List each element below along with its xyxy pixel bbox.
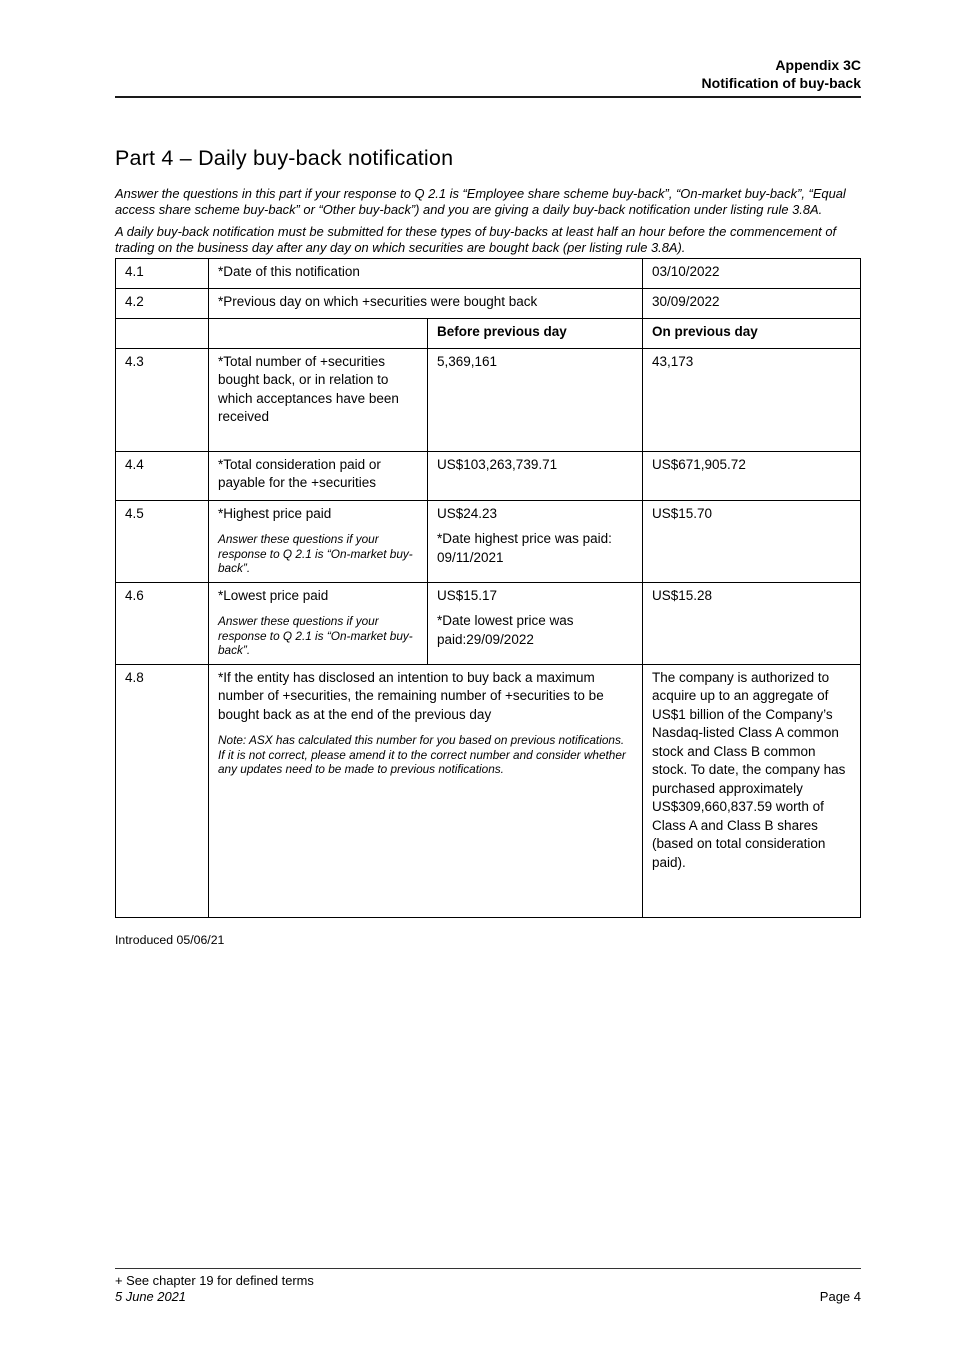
lowest-price-before-cell: [428, 582, 643, 664]
question-label-text: *Lowest price paid: [218, 587, 329, 603]
question-number: 4.6: [116, 582, 209, 664]
table-row-4-4: [116, 451, 861, 500]
question-note: Note: ASX has calculated this number for you based on previous notifications. If it is not correct, please amend it to the correct number and consider whether any updates need to be made to previous notifications.: [218, 733, 626, 776]
question-label: [209, 582, 428, 664]
footer-date: 5 June 2021: [115, 1289, 186, 1304]
page-number: Page 4: [819, 1289, 861, 1304]
intro-paragraph-1: Answer the questions in this part if your response to Q 2.1 is “Employee share scheme buy-back”, “On-market buy-back”, “Equal access share scheme buy-back” or “Other buy-back”) and you are giving a daily buy-back notification under listing rule 3.8A.: [115, 186, 846, 217]
question-label: *Previous day on which +securities were bought back: [209, 289, 643, 319]
highest-price-on-value: US$15.70: [643, 500, 861, 582]
highest-price-date: *Date highest price was paid: 09/11/2021: [437, 531, 612, 565]
question-label: [209, 500, 428, 582]
question-note: Answer these questions if your response to Q 2.1 is “On-market buy-back”.: [218, 614, 413, 657]
question-label-text: *If the entity has disclosed an intention to buy back a maximum number of +securities, the remaining number of +securities to be bought back as at the end of the previous day: [218, 669, 604, 722]
question-label: *Total consideration paid or payable for the +securities: [209, 451, 428, 500]
lowest-price-date: *Date lowest price was paid:29/09/2022: [437, 613, 574, 647]
question-label-text: *Highest price paid: [218, 505, 332, 521]
footer-rule: [115, 1268, 861, 1269]
table-row-4-5: [116, 500, 861, 582]
header-rule: [115, 96, 861, 98]
column-header-on-previous-day: On previous day: [643, 319, 861, 349]
column-header-before-previous-day: Before previous day: [428, 319, 643, 349]
buyback-notification-table: [115, 258, 861, 918]
question-note: Answer these questions if your response to Q 2.1 is “On-market buy-back”.: [218, 532, 413, 575]
table-row-4-2: [116, 289, 861, 319]
question-number: 4.4: [116, 451, 209, 500]
highest-price-before-value: US$24.23: [437, 505, 498, 521]
part-title: Part 4 – Daily buy-back notification: [115, 146, 454, 170]
question-label: *Date of this notification: [209, 259, 643, 289]
total-consideration-before-value: US$103,263,739.71: [428, 451, 643, 500]
document-subtitle: Notification of buy-back: [701, 75, 861, 91]
question-number: 4.1: [116, 259, 209, 289]
previous-day-value: 30/09/2022: [643, 289, 861, 319]
question-number: 4.5: [116, 500, 209, 582]
table-row-4-3: [116, 348, 861, 451]
appendix-label: Appendix 3C: [775, 57, 861, 73]
total-securities-before-value: 5,369,161: [428, 348, 643, 451]
intro-text: [115, 186, 863, 262]
total-consideration-on-value: US$671,905.72: [643, 451, 861, 500]
introduced-note: Introduced 05/06/21: [115, 933, 225, 947]
question-label: *Total number of +securities bought back, or in relation to which acceptances have been received: [209, 348, 428, 451]
question-label: [209, 664, 643, 917]
footer-defined-terms: + See chapter 19 for defined terms: [115, 1273, 314, 1288]
table-column-header-row: [116, 319, 861, 349]
total-securities-on-value: 43,173: [643, 348, 861, 451]
highest-price-before-cell: [428, 500, 643, 582]
intro-paragraph-2: A daily buy-back notification must be submitted for these types of buy-backs at least half an hour before the commencement of trading on the business day after any day on which securities are bought back (per listing rule 3.8A).: [115, 224, 837, 255]
table-row-4-1: [116, 259, 861, 289]
remaining-buyback-value: The company is authorized to acquire up to an aggregate of US$1 billion of the Company’s Nasdaq-listed Class A common stock and Class B common stock. To date, the company has purchased approximately US$309,660,837.59 worth of Class A and Class B shares (based on total consideration paid).: [643, 664, 861, 917]
empty-cell: [209, 319, 428, 349]
question-number: 4.2: [116, 289, 209, 319]
document-header: [115, 56, 861, 92]
table-row-4-8: [116, 664, 861, 917]
question-number: 4.3: [116, 348, 209, 451]
empty-cell: [116, 319, 209, 349]
lowest-price-on-value: US$15.28: [643, 582, 861, 664]
table-row-4-6: [116, 582, 861, 664]
question-number: 4.8: [116, 664, 209, 917]
notification-date-value: 03/10/2022: [643, 259, 861, 289]
lowest-price-before-value: US$15.17: [437, 587, 498, 603]
